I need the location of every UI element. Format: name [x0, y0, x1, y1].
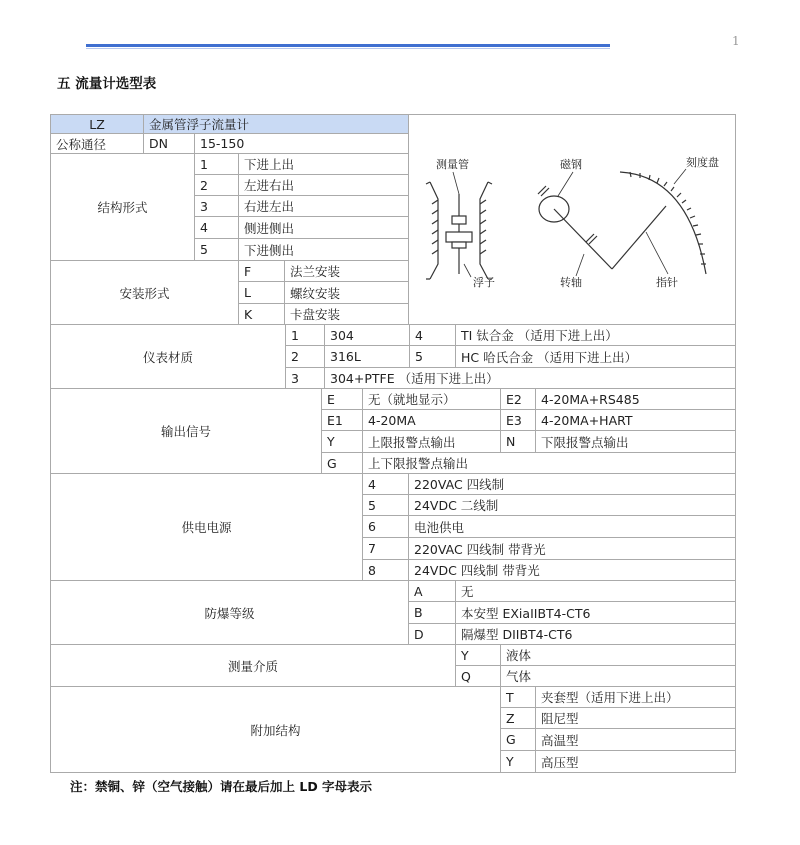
power-text: 24VDC 四线制 带背光: [408, 559, 736, 581]
diameter-code: DN: [143, 133, 195, 154]
shaft: [538, 186, 612, 269]
output-text: 4-20MA+HART: [535, 409, 736, 431]
diameter-label: 公称通径: [50, 133, 144, 154]
explosion-code: D: [408, 623, 456, 645]
structure-text: 右进左出: [238, 195, 409, 217]
material-code: 1: [285, 324, 325, 346]
material-text: 304+PTFE （适用下进上出）: [324, 367, 736, 389]
power-code: 7: [362, 537, 409, 560]
label-shaft: 转轴: [560, 276, 582, 289]
output-label: 输出信号: [50, 388, 322, 474]
output-code: E3: [500, 409, 536, 431]
diameter-value: 15-150: [194, 133, 409, 154]
extra-code: Y: [500, 750, 536, 773]
material-text: 304: [324, 324, 410, 346]
label-tube: 测量管: [436, 158, 469, 171]
explosion-code: B: [408, 601, 456, 624]
flowmeter-diagram: [408, 114, 736, 324]
medium-label: 测量介质: [50, 644, 456, 687]
material-code: 3: [285, 367, 325, 389]
header-rule-thin: [86, 48, 610, 49]
output-text: 上限报警点输出: [362, 430, 501, 453]
label-magnet: 磁钢: [560, 158, 582, 171]
output-code: G: [321, 452, 363, 474]
material-text: TI 钛合金 （适用下进上出）: [455, 324, 736, 346]
model-name-cell: 金属管浮子流量计: [143, 114, 409, 134]
output-code: Y: [321, 430, 363, 453]
extra-code: T: [500, 686, 536, 708]
material-text: 316L: [324, 345, 410, 368]
output-code: E: [321, 388, 363, 410]
power-code: 5: [362, 494, 409, 516]
page-number: 1: [732, 34, 740, 48]
header-rule: [86, 44, 610, 47]
label-dial: 刻度盘: [686, 156, 719, 169]
explosion-code: A: [408, 580, 456, 602]
label-float: 浮子: [473, 276, 495, 289]
explosion-text: 无: [455, 580, 736, 602]
install-code: K: [238, 303, 285, 325]
power-text: 电池供电: [408, 515, 736, 538]
output-code: E1: [321, 409, 363, 431]
material-text: HC 哈氏合金 （适用下进上出）: [455, 345, 736, 368]
structure-code: 5: [194, 238, 239, 261]
install-text: 法兰安装: [284, 260, 409, 282]
medium-text: 液体: [500, 644, 736, 666]
extra-text: 夹套型（适用下进上出）: [535, 686, 736, 708]
structure-text: 下进侧出: [238, 238, 409, 261]
output-text: 4-20MA: [362, 409, 501, 431]
float: [446, 194, 472, 274]
explosion-text: 隔爆型 DIIBT4-CT6: [455, 623, 736, 645]
extra-text: 阻尼型: [535, 707, 736, 729]
power-code: 8: [362, 559, 409, 581]
material-code: 4: [409, 324, 456, 346]
extra-text: 高压型: [535, 750, 736, 773]
power-text: 220VAC 四线制: [408, 473, 736, 495]
model-code-cell: LZ: [50, 114, 144, 134]
output-text: 4-20MA+RS485: [535, 388, 736, 410]
output-text: 无（就地显示）: [362, 388, 501, 410]
extra-text: 高温型: [535, 728, 736, 751]
medium-text: 气体: [500, 665, 736, 687]
material-code: 5: [409, 345, 456, 368]
dial: [620, 172, 706, 274]
install-text: 卡盘安装: [284, 303, 409, 325]
power-text: 24VDC 二线制: [408, 494, 736, 516]
structure-label: 结构形式: [50, 153, 195, 261]
section-title: 五 流量计选型表: [57, 76, 157, 92]
structure-code: 1: [194, 153, 239, 175]
output-code: E2: [500, 388, 536, 410]
explosion-label: 防爆等级: [50, 580, 409, 645]
power-text: 220VAC 四线制 带背光: [408, 537, 736, 560]
structure-code: 2: [194, 174, 239, 196]
output-text: 下限报警点输出: [535, 430, 736, 453]
material-label: 仪表材质: [50, 324, 286, 389]
install-label: 安装形式: [50, 260, 239, 325]
power-code: 6: [362, 515, 409, 538]
extra-code: G: [500, 728, 536, 751]
structure-text: 下进上出: [238, 153, 409, 175]
install-text: 螺纹安装: [284, 281, 409, 304]
pointer: [612, 206, 666, 269]
power-code: 4: [362, 473, 409, 495]
extra-code: Z: [500, 707, 536, 729]
install-code: F: [238, 260, 285, 282]
label-pointer: 指针: [656, 276, 678, 289]
power-label: 供电电源: [50, 473, 363, 581]
explosion-text: 本安型 EXiaIIBT4-CT6: [455, 601, 736, 624]
medium-code: Q: [455, 665, 501, 687]
install-code: L: [238, 281, 285, 304]
structure-text: 侧进侧出: [238, 216, 409, 239]
output-code: N: [500, 430, 536, 453]
structure-code: 3: [194, 195, 239, 217]
extra-label: 附加结构: [50, 686, 501, 773]
medium-code: Y: [455, 644, 501, 666]
material-code: 2: [285, 345, 325, 368]
footnote: 注：禁铜、锌（空气接触）请在最后加上 LD 字母表示: [70, 779, 373, 794]
structure-text: 左进右出: [238, 174, 409, 196]
output-text: 上下限报警点输出: [362, 452, 736, 474]
structure-code: 4: [194, 216, 239, 239]
